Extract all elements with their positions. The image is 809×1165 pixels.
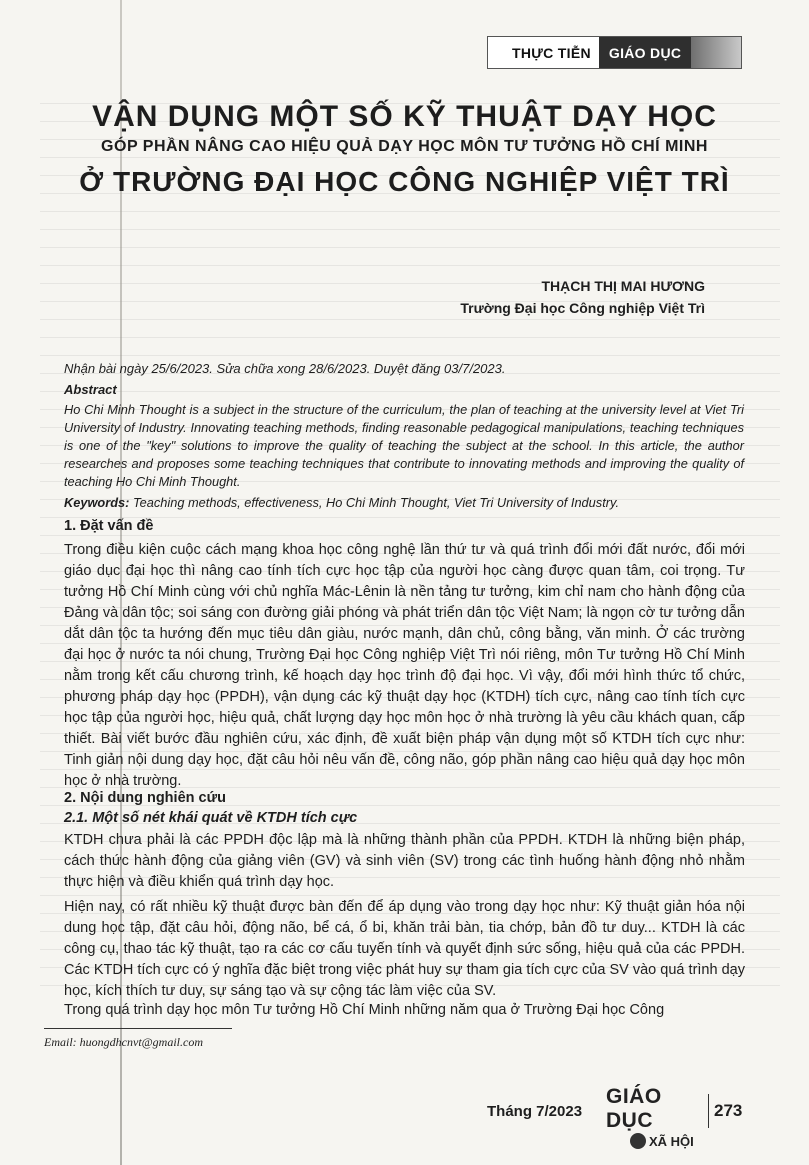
section-2-1-paragraph-1: KTDH chưa phải là các PPDH độc lập mà là những thành phần của PPDH. KTDH là những biện pháp, cách thức hành động của giảng viên (GV) và sinh viên (SV) trong các tình huống hành động nhỏ nhằm thực hiện và điều khiển quá trình dạy học.: [64, 832, 745, 890]
section-2-1-paragraph-3: Trong quá trình dạy học môn Tư tưởng Hồ Chí Minh những năm qua ở Trường Đại học Công: [64, 1002, 665, 1018]
submission-dates: Nhận bài ngày 25/6/2023. Sửa chữa xong 28/6/2023. Duyệt đăng 03/7/2023.: [64, 361, 506, 376]
page-number: 273: [714, 1101, 743, 1120]
article-title-line-1: VẬN DỤNG MỘT SỐ KỸ THUẬT DẠY HỌC: [92, 100, 717, 133]
logo-bottom-text: XÃ HỘI: [649, 1133, 694, 1149]
footnote-email: Email: huongdhcnvt@gmail.com: [44, 1035, 204, 1049]
keywords-text: Teaching methods, effectiveness, Ho Chi Minh Thought, Viet Tri University of Industry.: [132, 495, 620, 510]
keywords: [64, 495, 754, 510]
issue-date: Tháng 7/2023: [487, 1103, 583, 1120]
footnote-rule: [44, 1028, 232, 1029]
section-1-paragraph: Trong điều kiện cuộc cách mạng khoa học công nghệ lần thứ tư và quá trình đổi mới đất nước, đổi mới giáo dục đại học thì nâng cao tính tích cực học tập của người học càng được quan tâm, coi trọng. Tư tưởng Hồ Chí Minh cùng với chủ nghĩa Mác-Lênin là nền tảng tư tưởng, kim chỉ nam cho hành động của Đảng và dân tộc; soi sáng con đường giải phóng và phát triển dân tộc Việt Nam; là ngọn cờ tư tưởng dẫn dắt dân tộc ta hướng đến mục tiêu dân giàu, nước mạnh, dân chủ, công bằng, văn minh. Ở các trường đại học ở nước ta nói chung, Trường Đại học Công nghiệp Việt Trì nói riêng, môn Tư tưởng Hồ Chí Minh nằm trong kết cấu chương trình, kế hoạch dạy học trình độ đại học. Vì vậy, đổi mới hình thức tổ chức, phương pháp dạy học (PPDH), vận dụng các kỹ thuật dạy học (KTDH) tích cực, nâng cao tính tích cực học tập của người học, hiệu quả, chất lượng dạy học môn học ở nhà trường là yêu cầu khách quan, cấp thiết. Bài viết bước đầu nghiên cứu, xác định, đề xuất biện pháp vận dụng một số KTDH tích cực như: Tinh giản nội dung dạy học, đặt câu hỏi nêu vấn đề, công não, góp phần nâng cao hiệu quả dạy học môn học ở nhà trường.: [64, 542, 745, 789]
header-gradient-bar: [691, 37, 741, 68]
logo-top-text: GIÁO DỤC: [606, 1085, 662, 1132]
section-header: [487, 36, 742, 69]
journal-logo: [606, 1085, 706, 1149]
footer-divider: [708, 1094, 709, 1128]
section-2-1-heading: 2.1. Một số nét khái quát về KTDH tích cực: [64, 810, 358, 826]
author-name: THẠCH THỊ MAI HƯƠNG: [541, 278, 705, 294]
author-affiliation: Trường Đại học Công nghiệp Việt Trì: [460, 300, 705, 316]
section-1-heading: 1. Đặt vấn đề: [64, 518, 154, 534]
category-label: GIÁO DỤC: [599, 37, 691, 68]
abstract-text: Ho Chi Minh Thought is a subject in the structure of the curriculum, the plan of teaching at the university level at Viet Tri University of Industry. Innovating teaching methods, finding reasonable pedagogical manipulations, teaching techniques is one of the "key" solutions to improve the quality of teaching the subject at the school. In this article, the author researches and proposes some teaching techniques that contribute to innovating methods and improving the quality of teaching Ho Chi Minh Thought.: [64, 402, 744, 489]
abstract-heading: Abstract: [64, 382, 117, 397]
section-2-heading: 2. Nội dung nghiên cứu: [64, 790, 226, 806]
section-label: THỰC TIỄN: [512, 44, 591, 61]
article-title-line-2: GÓP PHẦN NÂNG CAO HIỆU QUẢ DẠY HỌC MÔN TƯ TƯỞNG HỒ CHÍ MINH: [101, 138, 708, 155]
section-2-1-paragraph-2: Hiện nay, có rất nhiều kỹ thuật được bàn đến để áp dụng vào trong dạy học như: Kỹ thuật giản hóa nội dung học tập, đặt câu hỏi, động não, bể cá, ổ bi, khăn trải bàn, tia chớp, bản đồ tư duy... KTDH là các công cụ, thao tác kỹ thuật, tạo ra các cơ cấu tuyến tính và quyết định sức sống, hiệu quả của các PPDH. Các KTDH tích cực có ý nghĩa đặc biệt trong việc phát huy sự tham gia tích cực của SV vào quá trình dạy học, kích thích tư duy, sự sáng tạo và sự cộng tác làm việc của SV.: [64, 899, 745, 999]
article-title-line-3: Ở TRƯỜNG ĐẠI HỌC CÔNG NGHIỆP VIỆT TRÌ: [79, 166, 730, 197]
keywords-label: Keywords:: [64, 495, 130, 510]
logo-circle-icon: [630, 1133, 646, 1149]
